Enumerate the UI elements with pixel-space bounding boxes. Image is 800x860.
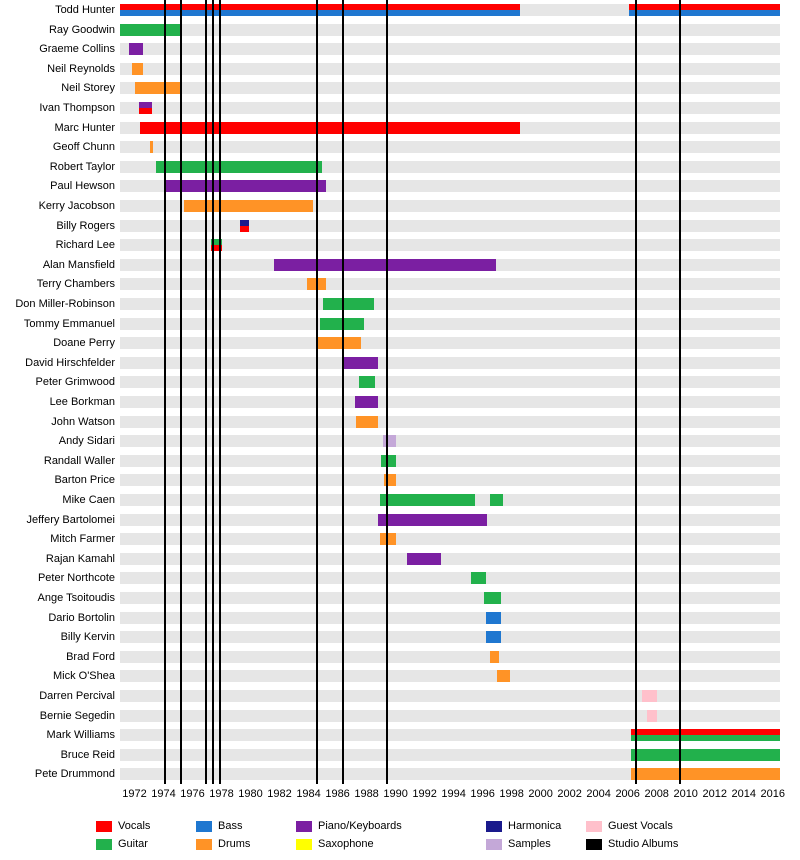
row-label: Tommy Emmanuel — [23, 317, 115, 330]
row-label: Robert Taylor — [49, 160, 115, 173]
bar-segment — [486, 631, 502, 643]
x-tick-label: 1994 — [441, 788, 466, 800]
bar-segment — [323, 298, 374, 310]
timeline-bar — [378, 514, 487, 526]
studio-album-line — [386, 0, 388, 784]
timeline-bar — [150, 141, 153, 153]
timeline-bar — [316, 337, 361, 349]
x-tick-label: 1990 — [383, 788, 408, 800]
row-label: Andy Sidari — [58, 435, 115, 448]
bar-segment — [165, 180, 326, 192]
x-tick-label: 2014 — [731, 788, 756, 800]
bar-segment — [120, 24, 182, 36]
x-tick-label: 2012 — [702, 788, 727, 800]
timeline-bar — [471, 572, 486, 584]
timeline-bar — [132, 63, 144, 75]
timeline-bar — [631, 768, 780, 780]
row-label: Mark Williams — [46, 729, 115, 742]
bar-segment — [383, 435, 396, 447]
legend-label: Samples — [508, 838, 551, 850]
row-label: Rajan Kamahl — [45, 552, 115, 565]
studio-album-line — [316, 0, 318, 784]
x-tick-label: 1988 — [354, 788, 379, 800]
legend-label: Saxophone — [318, 838, 374, 850]
row-label: Bruce Reid — [60, 748, 115, 761]
row-label: Peter Grimwood — [35, 376, 115, 389]
timeline-bar — [356, 416, 378, 428]
bar-segment — [631, 749, 780, 761]
row-label: Bernie Segedin — [39, 709, 115, 722]
timeline-bar — [323, 298, 374, 310]
x-tick-label: 1972 — [122, 788, 147, 800]
x-tick-label: 1996 — [470, 788, 495, 800]
timeline-bar — [383, 435, 396, 447]
bar-segment — [132, 63, 144, 75]
row-label: Todd Hunter — [55, 4, 115, 16]
studio-album-line — [635, 0, 637, 784]
legend-swatch — [486, 821, 502, 832]
legend-swatch — [296, 839, 312, 850]
legend-swatch — [586, 821, 602, 832]
bar-segment — [490, 494, 503, 506]
bar-segment — [631, 768, 780, 780]
bar-segment — [316, 337, 361, 349]
x-tick-label: 1986 — [325, 788, 350, 800]
row-label: John Watson — [51, 415, 115, 428]
row-label: Jeffery Bartolomei — [26, 513, 115, 526]
bar-segment — [471, 572, 486, 584]
bar-segment — [407, 553, 440, 565]
studio-album-line — [219, 0, 221, 784]
row-label: Geoff Chunn — [52, 141, 115, 154]
x-tick-label: 1992 — [412, 788, 437, 800]
row-label: Darren Percival — [39, 690, 115, 702]
row-label: Pete Drummond — [34, 768, 115, 781]
row-label: Paul Hewson — [50, 180, 115, 193]
legend-swatch — [196, 821, 212, 832]
row-label: Ray Goodwin — [48, 23, 115, 36]
bar-segment — [631, 735, 780, 741]
row-label: Graeme Collins — [39, 43, 115, 56]
studio-album-line — [212, 0, 214, 784]
bar-segment — [274, 259, 496, 271]
x-axis — [120, 786, 785, 810]
legend-label: Bass — [218, 820, 243, 832]
row-label: Randall Waller — [43, 454, 115, 467]
x-tick-label: 2004 — [586, 788, 611, 800]
legend-label: Drums — [218, 838, 251, 850]
timeline-bar — [343, 357, 378, 369]
x-tick-label: 1984 — [296, 788, 321, 800]
x-tick-label: 1978 — [209, 788, 234, 800]
legend-label: Guitar — [118, 838, 148, 850]
row-label: Mick O'Shea — [52, 670, 115, 683]
bar-segment — [484, 592, 501, 604]
row-label: Billy Rogers — [56, 219, 115, 232]
bar-segment — [135, 82, 183, 94]
timeline-bar — [484, 592, 501, 604]
x-tick-label: 2010 — [673, 788, 698, 800]
timeline-bar — [486, 612, 502, 624]
row-label: Marc Hunter — [54, 121, 115, 134]
timeline-bar — [629, 4, 780, 16]
bar-segment — [129, 43, 144, 55]
timeline-bar — [490, 494, 503, 506]
timeline-bar — [139, 102, 152, 114]
timeline-bar — [120, 24, 182, 36]
bar-segment — [381, 455, 396, 467]
x-tick-label: 2008 — [644, 788, 669, 800]
studio-album-line — [205, 0, 207, 784]
bar-segment — [647, 710, 657, 722]
legend-label: Studio Albums — [608, 838, 679, 850]
timeline-bar — [381, 455, 396, 467]
x-tick-label: 1998 — [499, 788, 524, 800]
bar-segment — [150, 141, 153, 153]
timeline-bar — [631, 749, 780, 761]
x-tick-label: 1980 — [238, 788, 263, 800]
row-label: Brad Ford — [66, 650, 115, 663]
timeline-bar — [140, 122, 520, 134]
row-label: Peter Northcote — [37, 572, 115, 585]
bar-segment — [240, 226, 249, 232]
bar-segment — [486, 612, 502, 624]
bar-segment — [629, 10, 780, 16]
bar-segment — [378, 514, 487, 526]
bar-segment — [355, 396, 378, 408]
bar-segment — [139, 108, 152, 114]
row-label: Barton Price — [54, 474, 115, 487]
x-tick-label: 1976 — [180, 788, 205, 800]
legend-label: Vocals — [118, 820, 151, 832]
row-label: Ange Tsoitoudis — [37, 592, 115, 604]
timeline-bar — [165, 180, 326, 192]
timeline-bar — [490, 651, 499, 663]
timeline-bar — [129, 43, 144, 55]
timeline-bar — [642, 690, 657, 702]
studio-album-line — [342, 0, 344, 784]
timeline-bar — [240, 220, 249, 232]
row-label: Billy Kervin — [60, 631, 115, 644]
timeline-bar — [647, 710, 657, 722]
bar-segment — [497, 670, 510, 682]
bar-segment — [184, 200, 313, 212]
x-tick-label: 2000 — [528, 788, 553, 800]
legend-label: Harmonica — [508, 820, 562, 832]
x-tick-label: 2006 — [615, 788, 640, 800]
timeline-bar — [135, 82, 183, 94]
chart-legend — [96, 820, 796, 856]
legend-swatch — [96, 821, 112, 832]
bar-segment — [359, 376, 375, 388]
timeline-bar — [274, 259, 496, 271]
row-label: Richard Lee — [55, 239, 115, 252]
x-tick-label: 1982 — [267, 788, 292, 800]
timeline-bar — [631, 729, 780, 741]
row-label: Neil Storey — [61, 82, 115, 95]
row-label: Doane Perry — [53, 337, 115, 350]
row-label: Mitch Farmer — [50, 533, 115, 546]
bar-segment — [490, 651, 499, 663]
timeline-bar — [184, 200, 313, 212]
row-label: Ivan Thompson — [39, 102, 115, 114]
bar-segment — [356, 416, 378, 428]
row-label: Alan Mansfield — [42, 258, 115, 271]
row-label: Kerry Jacobson — [38, 200, 115, 212]
row-label: Don Miller-Robinson — [15, 298, 115, 310]
timeline-bar — [407, 553, 440, 565]
legend-label: Guest Vocals — [608, 820, 673, 832]
row-label: David Hirschfelder — [25, 356, 115, 369]
bar-segment — [140, 122, 520, 134]
legend-swatch — [296, 821, 312, 832]
legend-swatch — [196, 839, 212, 850]
x-tick-label: 2016 — [760, 788, 785, 800]
timeline-bar — [359, 376, 375, 388]
row-label: Neil Reynolds — [47, 62, 115, 75]
studio-album-line — [164, 0, 166, 784]
row-label: Terry Chambers — [36, 278, 115, 291]
bar-segment — [380, 494, 476, 506]
legend-swatch — [586, 839, 602, 850]
timeline-bar — [486, 631, 502, 643]
row-label: Lee Borkman — [49, 396, 115, 408]
x-tick-label: 2002 — [557, 788, 582, 800]
row-label: Mike Caen — [62, 494, 115, 506]
legend-swatch — [486, 839, 502, 850]
bar-segment — [343, 357, 378, 369]
bar-segment — [642, 690, 657, 702]
timeline-bar — [497, 670, 510, 682]
legend-label: Piano/Keyboards — [318, 820, 402, 832]
studio-album-line — [679, 0, 681, 784]
row-label: Dario Bortolin — [48, 611, 115, 624]
timeline-bar — [380, 494, 476, 506]
legend-swatch — [96, 839, 112, 850]
timeline-bar — [355, 396, 378, 408]
studio-album-line — [180, 0, 182, 784]
x-tick-label: 1974 — [151, 788, 176, 800]
